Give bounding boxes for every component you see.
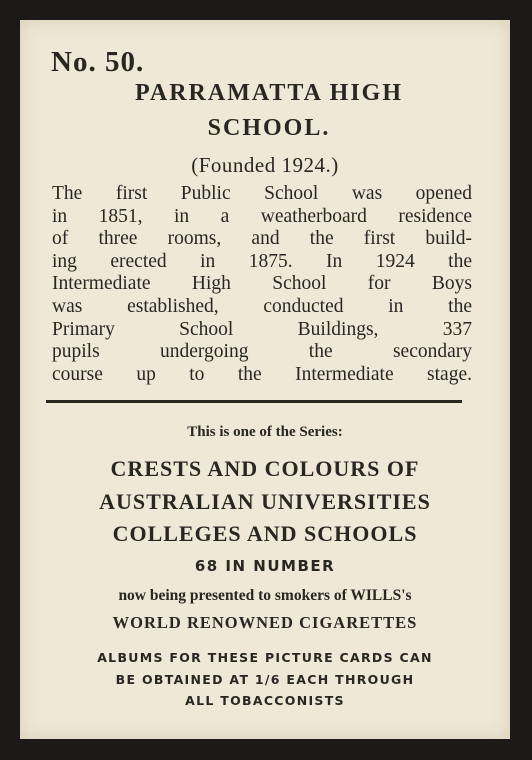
history-line: course up to the Intermediate stage.	[52, 363, 472, 385]
albums-line: ALBUMS FOR THESE PICTURE CARDS CAN	[97, 650, 433, 665]
history-line: was established, conducted in the	[52, 295, 472, 317]
albums-notice	[20, 647, 510, 712]
history-line: pupils undergoing the secondary	[52, 341, 472, 363]
series-intro: This is one of the Series:	[187, 424, 343, 440]
history-line: Primary School Buildings, 337	[52, 318, 472, 340]
series-count: 68 IN NUMBER	[194, 557, 336, 575]
school-title-line-1: PARRAMATTA HIGH	[135, 80, 403, 106]
history-line: Intermediate High School for Boys	[52, 273, 472, 295]
school-history-text	[52, 183, 472, 386]
divider-rule	[46, 400, 462, 403]
series-title-line: AUSTRALIAN UNIVERSITIES	[99, 488, 431, 514]
series-title	[20, 453, 510, 551]
history-line: in 1851, in a weatherboard residence	[52, 205, 472, 227]
series-title-line: COLLEGES AND SCHOOLS	[112, 521, 418, 546]
history-line: ing erected in 1875. In 1924 the	[52, 250, 472, 272]
founded-date: (Founded 1924.)	[191, 153, 339, 177]
albums-line: BE OBTAINED AT 1/6 EACH THROUGH	[115, 671, 415, 687]
history-line: of three rooms, and the first build-	[52, 228, 472, 250]
cigarette-card-back	[20, 20, 510, 739]
albums-line: ALL TOBACCONISTS	[185, 693, 345, 708]
series-title-line: CRESTS AND COLOURS OF	[110, 456, 420, 481]
cigarettes-line: WORLD RENOWNED CIGARETTES	[112, 613, 418, 632]
card-number: No. 50.	[51, 46, 145, 78]
history-line: The first Public School was opened	[52, 183, 472, 204]
school-title-line-2: SCHOOL.	[207, 115, 331, 141]
presented-line: now being presented to smokers of WILLS's	[118, 587, 412, 604]
